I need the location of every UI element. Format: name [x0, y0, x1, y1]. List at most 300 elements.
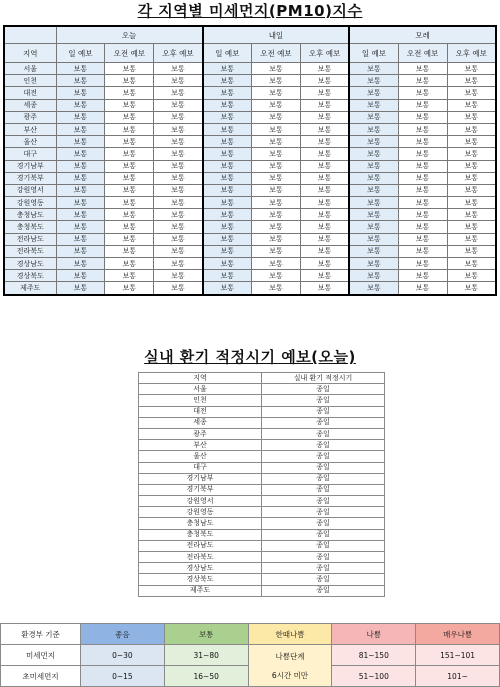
vent-region-cell: 대전 [139, 406, 262, 417]
legend-pm10-very-bad: 151~101 [416, 645, 500, 666]
forecast-value-cell: 보통 [398, 233, 447, 245]
forecast-value-cell: 보통 [349, 111, 398, 123]
forecast-row [4, 87, 496, 99]
region-cell: 대구 [4, 148, 56, 160]
forecast-value-cell: 보통 [203, 111, 252, 123]
ventilation-row [139, 462, 385, 473]
vent-time-cell: 종일 [262, 585, 385, 596]
forecast-value-cell: 보통 [349, 172, 398, 184]
forecast-value-cell: 보통 [105, 136, 154, 148]
forecast-value-cell: 보통 [398, 258, 447, 270]
region-cell: 경상북도 [4, 270, 56, 282]
day-today: 오늘 [56, 26, 203, 44]
forecast-value-cell: 보통 [349, 160, 398, 172]
region-cell: 충청남도 [4, 209, 56, 221]
forecast-value-cell: 보통 [56, 63, 105, 75]
forecast-value-cell: 보통 [398, 209, 447, 221]
ventilation-row [139, 428, 385, 439]
legend-level-normal: 보통 [164, 624, 248, 645]
forecast-value-cell: 보통 [349, 197, 398, 209]
forecast-value-cell: 보통 [349, 136, 398, 148]
forecast-value-cell: 보통 [349, 233, 398, 245]
forecast-value-cell: 보통 [447, 136, 496, 148]
forecast-value-cell: 보통 [203, 148, 252, 160]
vent-time-cell: 종일 [262, 552, 385, 563]
forecast-value-cell: 보통 [252, 75, 301, 87]
region-cell: 부산 [4, 123, 56, 135]
col-header: 오후 예보 [154, 44, 203, 63]
forecast-value-cell: 보통 [300, 172, 349, 184]
ventilation-row [139, 484, 385, 495]
region-cell: 전라남도 [4, 233, 56, 245]
vent-region-header: 지역 [139, 373, 262, 384]
forecast-row [4, 270, 496, 282]
forecast-row [4, 75, 496, 87]
forecast-row [4, 184, 496, 196]
forecast-value-cell: 보통 [252, 87, 301, 99]
vent-region-cell: 경상북도 [139, 574, 262, 585]
forecast-value-cell: 보통 [300, 270, 349, 282]
forecast-value-cell: 보통 [300, 184, 349, 196]
col-header: 일 예보 [56, 44, 105, 63]
region-cell: 서울 [4, 63, 56, 75]
forecast-value-cell: 보통 [252, 160, 301, 172]
forecast-value-cell: 보통 [349, 123, 398, 135]
forecast-value-cell: 보통 [154, 221, 203, 233]
forecast-value-cell: 보통 [105, 197, 154, 209]
legend-pm10-good: 0~30 [81, 645, 165, 666]
forecast-value-cell: 보통 [154, 99, 203, 111]
forecast-value-cell: 보통 [105, 160, 154, 172]
forecast-value-cell: 보통 [154, 63, 203, 75]
forecast-value-cell: 보통 [203, 245, 252, 257]
legend-level-temp-bad: 한때나쁨 [248, 624, 332, 645]
forecast-value-cell: 보통 [154, 160, 203, 172]
region-cell: 전라북도 [4, 245, 56, 257]
ventilation-row [139, 585, 385, 596]
forecast-value-cell: 보통 [300, 75, 349, 87]
ventilation-row [139, 451, 385, 462]
forecast-row [4, 160, 496, 172]
region-cell: 경기북부 [4, 172, 56, 184]
forecast-value-cell: 보통 [349, 148, 398, 160]
forecast-value-cell: 보통 [300, 87, 349, 99]
forecast-value-cell: 보통 [105, 233, 154, 245]
forecast-value-cell: 보통 [105, 209, 154, 221]
vent-region-cell: 강원영동 [139, 507, 262, 518]
vent-time-cell: 종일 [262, 395, 385, 406]
legend-pm25-very-bad: 101~ [416, 666, 500, 687]
forecast-value-cell: 보통 [203, 136, 252, 148]
legend-level-good: 좋음 [81, 624, 165, 645]
forecast-value-cell: 보통 [203, 282, 252, 295]
vent-time-cell: 종일 [262, 518, 385, 529]
legend-temp-bad-line2: 6시간 미만 [271, 670, 309, 680]
region-cell: 광주 [4, 111, 56, 123]
forecast-value-cell: 보통 [398, 75, 447, 87]
forecast-value-cell: 보통 [154, 111, 203, 123]
vent-time-cell: 종일 [262, 417, 385, 428]
forecast-value-cell: 보통 [203, 209, 252, 221]
forecast-value-cell: 보통 [203, 160, 252, 172]
forecast-value-cell: 보통 [447, 258, 496, 270]
ventilation-row [139, 574, 385, 585]
ventilation-row [139, 395, 385, 406]
vent-region-cell: 대구 [139, 462, 262, 473]
ventilation-row [139, 529, 385, 540]
forecast-value-cell: 보통 [203, 258, 252, 270]
legend-pm25-good: 0~15 [81, 666, 165, 687]
forecast-value-cell: 보통 [398, 160, 447, 172]
forecast-value-cell: 보통 [398, 184, 447, 196]
vent-time-cell: 종일 [262, 540, 385, 551]
legend-temp-bad-line1: 나쁨단계 [275, 651, 305, 661]
forecast-value-cell: 보통 [300, 63, 349, 75]
forecast-row [4, 221, 496, 233]
forecast-value-cell: 보통 [56, 282, 105, 295]
forecast-value-cell: 보통 [252, 148, 301, 160]
forecast-row [4, 282, 496, 295]
forecast-row [4, 258, 496, 270]
forecast-value-cell: 보통 [398, 136, 447, 148]
forecast-value-cell: 보통 [105, 111, 154, 123]
forecast-value-cell: 보통 [203, 63, 252, 75]
forecast-value-cell: 보통 [203, 172, 252, 184]
vent-region-cell: 제주도 [139, 585, 262, 596]
forecast-row [4, 111, 496, 123]
forecast-value-cell: 보통 [105, 87, 154, 99]
forecast-value-cell: 보통 [398, 99, 447, 111]
forecast-value-cell: 보통 [252, 111, 301, 123]
forecast-value-cell: 보통 [56, 160, 105, 172]
col-header: 일 예보 [349, 44, 398, 63]
forecast-value-cell: 보통 [447, 221, 496, 233]
legend-pm25-label: 초미세먼지 [1, 666, 81, 687]
forecast-value-cell: 보통 [398, 123, 447, 135]
forecast-row [4, 63, 496, 75]
forecast-value-cell: 보통 [300, 197, 349, 209]
vent-region-cell: 서울 [139, 384, 262, 395]
legend-level-bad: 나쁨 [332, 624, 416, 645]
forecast-value-cell: 보통 [56, 172, 105, 184]
forecast-value-cell: 보통 [252, 209, 301, 221]
forecast-value-cell: 보통 [56, 245, 105, 257]
col-header: 오전 예보 [105, 44, 154, 63]
region-cell: 제주도 [4, 282, 56, 295]
forecast-row [4, 123, 496, 135]
ventilation-row [139, 552, 385, 563]
region-cell: 경상남도 [4, 258, 56, 270]
forecast-row [4, 148, 496, 160]
forecast-table [3, 25, 497, 296]
legend-pm10-label: 미세먼지 [1, 645, 81, 666]
forecast-value-cell: 보통 [252, 136, 301, 148]
forecast-value-cell: 보통 [203, 87, 252, 99]
forecast-value-cell: 보통 [300, 160, 349, 172]
legend-table [0, 623, 500, 687]
forecast-value-cell: 보통 [154, 270, 203, 282]
vent-time-cell: 종일 [262, 428, 385, 439]
forecast-value-cell: 보통 [154, 245, 203, 257]
forecast-value-cell: 보통 [398, 63, 447, 75]
vent-time-cell: 종일 [262, 384, 385, 395]
forecast-value-cell: 보통 [398, 221, 447, 233]
forecast-value-cell: 보통 [398, 172, 447, 184]
col-header: 일 예보 [203, 44, 252, 63]
forecast-value-cell: 보통 [105, 221, 154, 233]
vent-region-cell: 전라남도 [139, 540, 262, 551]
forecast-value-cell: 보통 [398, 87, 447, 99]
forecast-value-cell: 보통 [56, 197, 105, 209]
forecast-value-cell: 보통 [398, 197, 447, 209]
forecast-value-cell: 보통 [154, 172, 203, 184]
forecast-value-cell: 보통 [203, 184, 252, 196]
day-after-tomorrow: 모레 [349, 26, 496, 44]
forecast-value-cell: 보통 [252, 99, 301, 111]
forecast-row [4, 197, 496, 209]
region-cell: 강원영동 [4, 197, 56, 209]
vent-time-cell: 종일 [262, 406, 385, 417]
ventilation-row [139, 473, 385, 484]
forecast-value-cell: 보통 [349, 87, 398, 99]
ventilation-row [139, 417, 385, 428]
forecast-value-cell: 보통 [300, 282, 349, 295]
forecast-value-cell: 보통 [56, 123, 105, 135]
col-header: 오후 예보 [447, 44, 496, 63]
vent-time-cell: 종일 [262, 484, 385, 495]
forecast-value-cell: 보통 [56, 148, 105, 160]
forecast-value-cell: 보통 [203, 221, 252, 233]
forecast-value-cell: 보통 [349, 63, 398, 75]
region-cell: 세종 [4, 99, 56, 111]
vent-region-cell: 인천 [139, 395, 262, 406]
region-cell: 충청북도 [4, 221, 56, 233]
vent-time-cell: 종일 [262, 440, 385, 451]
forecast-value-cell: 보통 [447, 99, 496, 111]
forecast-value-cell: 보통 [300, 148, 349, 160]
forecast-value-cell: 보통 [447, 123, 496, 135]
forecast-value-cell: 보통 [398, 111, 447, 123]
day-tomorrow: 내일 [203, 26, 350, 44]
vent-time-cell: 종일 [262, 574, 385, 585]
vent-region-cell: 충청북도 [139, 529, 262, 540]
legend-pm10-normal: 31~80 [164, 645, 248, 666]
vent-region-cell: 부산 [139, 440, 262, 451]
forecast-value-cell: 보통 [56, 209, 105, 221]
legend-pm25-bad: 51~100 [332, 666, 416, 687]
col-header: 오전 예보 [398, 44, 447, 63]
forecast-value-cell: 보통 [252, 282, 301, 295]
forecast-value-cell: 보통 [447, 197, 496, 209]
forecast-value-cell: 보통 [154, 148, 203, 160]
forecast-row [4, 172, 496, 184]
legend-header-label: 환경부 기준 [1, 624, 81, 645]
forecast-value-cell: 보통 [203, 270, 252, 282]
forecast-value-cell: 보통 [203, 233, 252, 245]
forecast-value-cell: 보통 [105, 258, 154, 270]
forecast-value-cell: 보통 [105, 148, 154, 160]
forecast-value-cell: 보통 [105, 63, 154, 75]
vent-time-cell: 종일 [262, 462, 385, 473]
ventilation-row [139, 518, 385, 529]
forecast-value-cell: 보통 [349, 258, 398, 270]
region-cell: 경기남부 [4, 160, 56, 172]
forecast-value-cell: 보통 [349, 209, 398, 221]
forecast-value-cell: 보통 [447, 111, 496, 123]
legend-level-very-bad: 매우나쁨 [416, 624, 500, 645]
region-cell: 인천 [4, 75, 56, 87]
vent-time-cell: 종일 [262, 451, 385, 462]
forecast-value-cell: 보통 [154, 209, 203, 221]
forecast-value-cell: 보통 [252, 258, 301, 270]
region-cell: 대전 [4, 87, 56, 99]
vent-region-cell: 경기북부 [139, 484, 262, 495]
forecast-value-cell: 보통 [56, 136, 105, 148]
forecast-value-cell: 보통 [447, 172, 496, 184]
vent-time-cell: 종일 [262, 496, 385, 507]
ventilation-title: 실내 환기 적정시기 예보(오늘) [144, 348, 356, 366]
forecast-value-cell: 보통 [252, 184, 301, 196]
region-cell: 강원영서 [4, 184, 56, 196]
forecast-value-cell: 보통 [349, 184, 398, 196]
forecast-value-cell: 보통 [398, 148, 447, 160]
forecast-value-cell: 보통 [203, 75, 252, 87]
forecast-value-cell: 보통 [447, 209, 496, 221]
forecast-value-cell: 보통 [56, 87, 105, 99]
legend-pm10-bad: 81~150 [332, 645, 416, 666]
forecast-value-cell: 보통 [154, 87, 203, 99]
forecast-value-cell: 보통 [300, 258, 349, 270]
vent-region-cell: 전라북도 [139, 552, 262, 563]
forecast-value-cell: 보통 [349, 245, 398, 257]
forecast-value-cell: 보통 [56, 111, 105, 123]
region-cell: 울산 [4, 136, 56, 148]
forecast-value-cell: 보통 [252, 197, 301, 209]
forecast-value-cell: 보통 [56, 258, 105, 270]
forecast-value-cell: 보통 [252, 233, 301, 245]
forecast-value-cell: 보통 [349, 282, 398, 295]
forecast-value-cell: 보통 [252, 245, 301, 257]
forecast-value-cell: 보통 [154, 184, 203, 196]
vent-time-cell: 종일 [262, 563, 385, 574]
forecast-value-cell: 보통 [300, 136, 349, 148]
forecast-value-cell: 보통 [349, 75, 398, 87]
forecast-value-cell: 보통 [154, 233, 203, 245]
forecast-row [4, 245, 496, 257]
forecast-value-cell: 보통 [447, 63, 496, 75]
vent-time-header: 실내 환기 적정시기 [262, 373, 385, 384]
forecast-value-cell: 보통 [105, 245, 154, 257]
forecast-value-cell: 보통 [447, 270, 496, 282]
ventilation-row [139, 406, 385, 417]
ventilation-row [139, 384, 385, 395]
forecast-value-cell: 보통 [56, 233, 105, 245]
vent-region-cell: 경상남도 [139, 563, 262, 574]
forecast-value-cell: 보통 [300, 99, 349, 111]
forecast-value-cell: 보통 [300, 221, 349, 233]
forecast-row [4, 233, 496, 245]
vent-region-cell: 광주 [139, 428, 262, 439]
forecast-value-cell: 보통 [398, 270, 447, 282]
forecast-value-cell: 보통 [300, 245, 349, 257]
col-header: 오후 예보 [300, 44, 349, 63]
ventilation-row [139, 496, 385, 507]
forecast-value-cell: 보통 [447, 160, 496, 172]
forecast-value-cell: 보통 [447, 148, 496, 160]
forecast-value-cell: 보통 [154, 123, 203, 135]
forecast-row [4, 136, 496, 148]
forecast-value-cell: 보통 [349, 270, 398, 282]
forecast-value-cell: 보통 [56, 184, 105, 196]
forecast-value-cell: 보통 [56, 99, 105, 111]
forecast-value-cell: 보통 [252, 123, 301, 135]
ventilation-table [138, 372, 385, 597]
forecast-value-cell: 보통 [398, 245, 447, 257]
vent-time-cell: 종일 [262, 507, 385, 518]
forecast-value-cell: 보통 [252, 221, 301, 233]
forecast-value-cell: 보통 [252, 270, 301, 282]
forecast-value-cell: 보통 [252, 172, 301, 184]
forecast-value-cell: 보통 [105, 123, 154, 135]
forecast-value-cell: 보통 [447, 75, 496, 87]
forecast-value-cell: 보통 [105, 99, 154, 111]
forecast-value-cell: 보통 [349, 221, 398, 233]
vent-time-cell: 종일 [262, 529, 385, 540]
region-header: 지역 [4, 44, 56, 63]
legend-pm25-normal: 16~50 [164, 666, 248, 687]
ventilation-row [139, 507, 385, 518]
vent-region-cell: 세종 [139, 417, 262, 428]
col-header: 오전 예보 [252, 44, 301, 63]
vent-region-cell: 강원영서 [139, 496, 262, 507]
forecast-title: 각 지역별 미세먼지(PM10)지수 [137, 2, 363, 20]
forecast-value-cell: 보통 [56, 75, 105, 87]
forecast-value-cell: 보통 [447, 282, 496, 295]
vent-region-cell: 경기남부 [139, 473, 262, 484]
forecast-value-cell: 보통 [154, 136, 203, 148]
ventilation-row [139, 440, 385, 451]
forecast-value-cell: 보통 [447, 87, 496, 99]
forecast-value-cell: 보통 [447, 245, 496, 257]
ventilation-row [139, 563, 385, 574]
vent-time-cell: 종일 [262, 473, 385, 484]
forecast-value-cell: 보통 [154, 258, 203, 270]
forecast-value-cell: 보통 [154, 75, 203, 87]
forecast-value-cell: 보통 [447, 233, 496, 245]
forecast-value-cell: 보통 [203, 99, 252, 111]
forecast-row [4, 209, 496, 221]
forecast-value-cell: 보통 [349, 99, 398, 111]
forecast-value-cell: 보통 [105, 172, 154, 184]
forecast-value-cell: 보통 [203, 123, 252, 135]
forecast-value-cell: 보통 [300, 209, 349, 221]
forecast-corner [4, 26, 56, 44]
legend-temp-bad-range [248, 645, 332, 687]
forecast-value-cell: 보통 [56, 221, 105, 233]
forecast-value-cell: 보통 [105, 75, 154, 87]
forecast-value-cell: 보통 [252, 63, 301, 75]
forecast-value-cell: 보통 [300, 111, 349, 123]
forecast-value-cell: 보통 [300, 233, 349, 245]
forecast-row [4, 99, 496, 111]
forecast-value-cell: 보통 [105, 270, 154, 282]
forecast-value-cell: 보통 [203, 197, 252, 209]
vent-region-cell: 울산 [139, 451, 262, 462]
forecast-value-cell: 보통 [105, 282, 154, 295]
forecast-value-cell: 보통 [300, 123, 349, 135]
forecast-value-cell: 보통 [447, 184, 496, 196]
forecast-value-cell: 보통 [154, 282, 203, 295]
